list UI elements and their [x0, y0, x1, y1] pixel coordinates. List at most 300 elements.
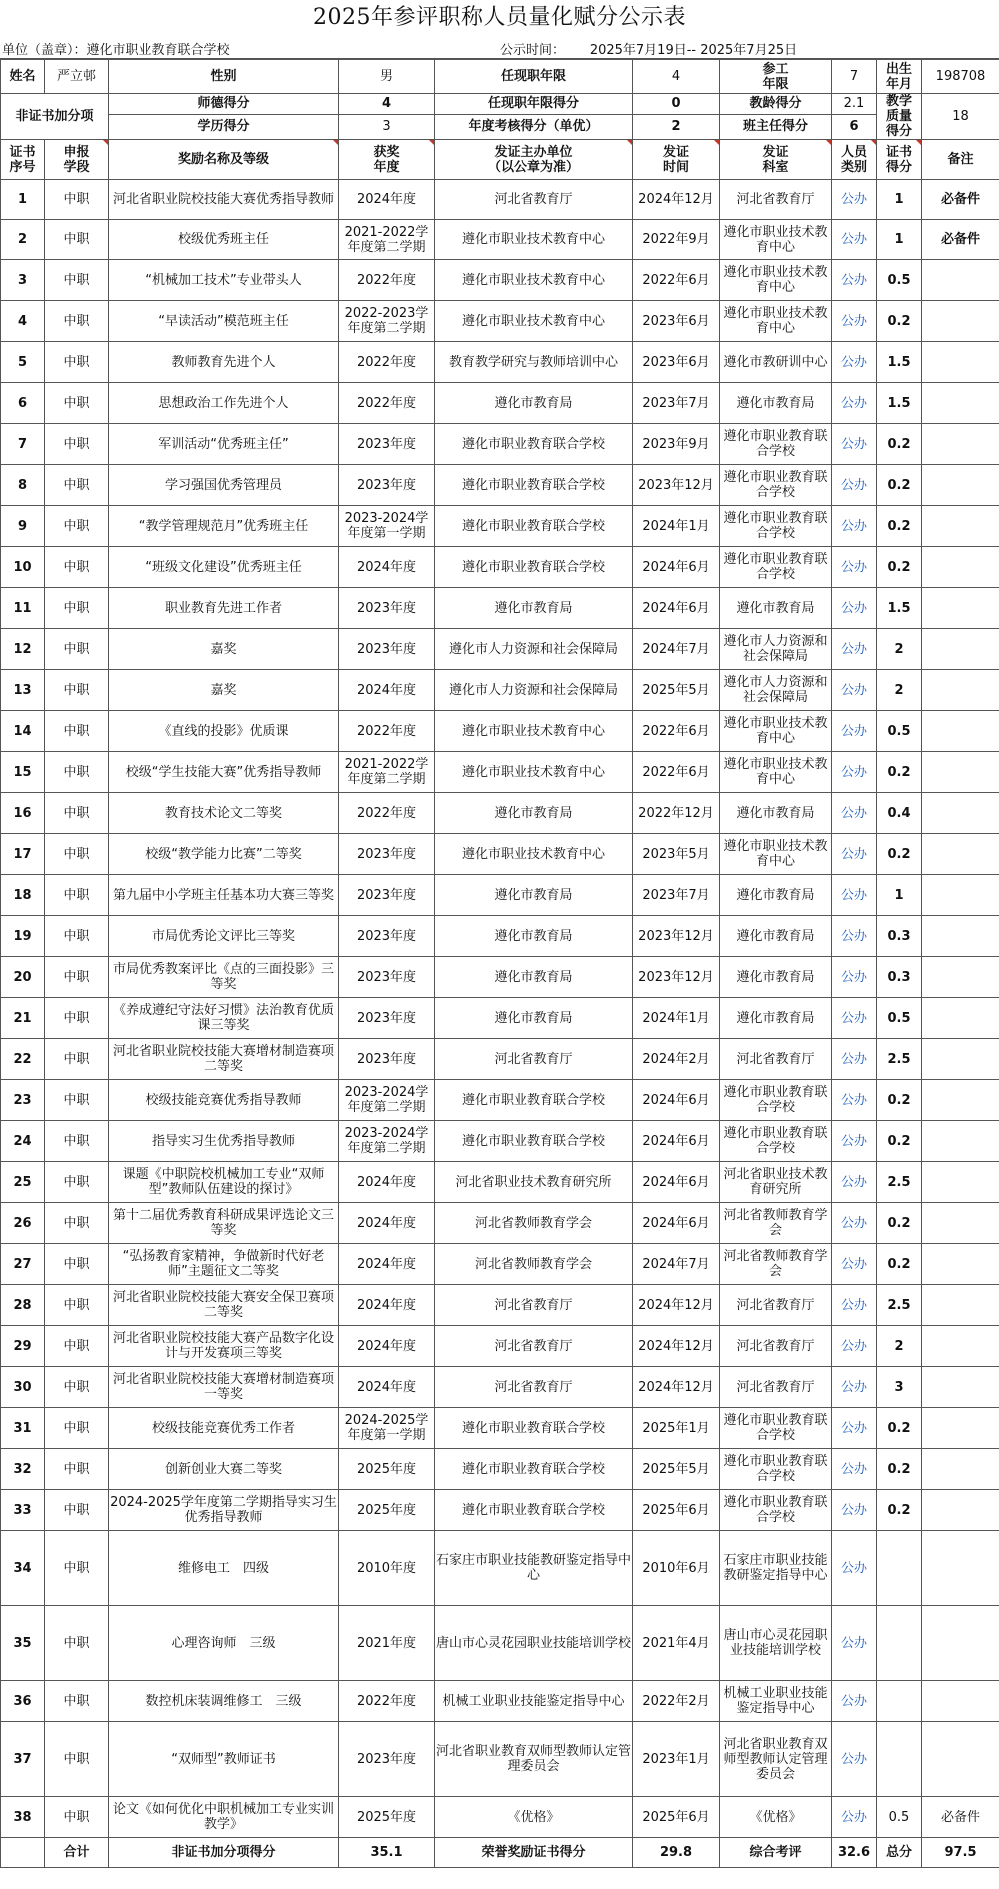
award-name-cell: 创新创业大赛二等奖	[109, 1449, 339, 1490]
staff-type-link[interactable]: 公办	[832, 301, 877, 342]
seq-cell: 2	[1, 220, 45, 260]
table-row	[1, 465, 999, 506]
stage-cell: 中职	[45, 1039, 109, 1080]
award-year-cell: 2023年度	[339, 588, 435, 629]
issue-date-cell: 2022年9月	[633, 220, 720, 260]
cert-score-cell: 0.2	[877, 1203, 922, 1244]
award-name-cell: 职业教育先进工作者	[109, 588, 339, 629]
cert-score-cell	[877, 1681, 922, 1722]
birth-label: 出生 年月	[877, 60, 922, 94]
staff-type-link[interactable]: 公办	[832, 875, 877, 916]
remark-cell	[922, 1080, 999, 1121]
stage-cell: 中职	[45, 1326, 109, 1367]
issuer-cell: 河北省教育厅	[435, 1326, 633, 1367]
birth-value: 198708	[922, 60, 999, 94]
award-name-cell: 河北省职业院校技能大赛优秀指导教师	[109, 180, 339, 220]
stage-cell: 中职	[45, 1722, 109, 1797]
award-name-cell: 校级“学生技能大赛”优秀指导教师	[109, 752, 339, 793]
issuer-cell: 遵化市职业技术教育中心	[435, 260, 633, 301]
cert-score-cell: 0.2	[877, 834, 922, 875]
issue-date-cell: 2023年7月	[633, 875, 720, 916]
award-name-cell: 河北省职业院校技能大赛增材制造赛项一等奖	[109, 1367, 339, 1408]
seq-cell: 38	[1, 1797, 45, 1838]
cert-score-cell: 0.2	[877, 506, 922, 547]
remark-cell	[922, 301, 999, 342]
table-row	[1, 383, 999, 424]
staff-type-link[interactable]: 公办	[832, 220, 877, 260]
issuer-cell: 唐山市心灵花园职业技能培训学校	[435, 1606, 633, 1681]
issue-dept-cell: 遵化市职业教育联合学校	[720, 506, 832, 547]
issue-date-cell: 2024年6月	[633, 1162, 720, 1203]
award-name-cell: 教育技术论文二等奖	[109, 793, 339, 834]
issue-dept-cell: 遵化市人力资源和社会保障局	[720, 670, 832, 711]
staff-type-link[interactable]: 公办	[832, 1606, 877, 1681]
seq-cell: 17	[1, 834, 45, 875]
seq-cell: 30	[1, 1367, 45, 1408]
staff-type-link[interactable]: 公办	[832, 1408, 877, 1449]
remark-cell	[922, 506, 999, 547]
table-row	[1, 1490, 999, 1531]
issue-date-cell: 2024年1月	[633, 506, 720, 547]
issuer-cell: 遵化市职业技术教育中心	[435, 752, 633, 793]
issue-date-cell: 2023年12月	[633, 916, 720, 957]
staff-type-link[interactable]: 公办	[832, 916, 877, 957]
issue-date-cell: 2023年12月	[633, 465, 720, 506]
head-teacher-value: 6	[832, 114, 877, 139]
blank-cell	[1, 1838, 45, 1868]
remark-cell: 必备件	[922, 1797, 999, 1838]
staff-type-link[interactable]: 公办	[832, 998, 877, 1039]
staff-type-link[interactable]: 公办	[832, 957, 877, 998]
staff-type-link[interactable]: 公办	[832, 465, 877, 506]
award-name-cell: 市局优秀教案评比《点的三面投影》三等奖	[109, 957, 339, 998]
seq-cell: 25	[1, 1162, 45, 1203]
issue-dept-cell: 遵化市教育局	[720, 793, 832, 834]
page-title: 2025年参评职称人员量化赋分公示表	[313, 5, 686, 30]
head-teacher-label: 班主任得分	[720, 114, 832, 139]
cert-score-cell: 0.5	[877, 998, 922, 1039]
issuer-cell: 机械工业职业技能鉴定指导中心	[435, 1681, 633, 1722]
remark-cell	[922, 588, 999, 629]
stage-cell: 中职	[45, 383, 109, 424]
issue-dept-cell: 河北省教育厅	[720, 1285, 832, 1326]
table-row	[1, 1162, 999, 1203]
stage-cell: 中职	[45, 465, 109, 506]
stage-cell: 中职	[45, 1285, 109, 1326]
remark-cell	[922, 670, 999, 711]
stage-cell: 中职	[45, 752, 109, 793]
table-row	[1, 793, 999, 834]
tenure-score-value: 0	[633, 94, 720, 115]
issuer-cell: 遵化市教育局	[435, 957, 633, 998]
cert-score-cell: 1.5	[877, 588, 922, 629]
work-years-label: 参工 年限	[720, 60, 832, 94]
table-row	[1, 1121, 999, 1162]
non-cert-label: 非证书加分项	[1, 94, 109, 140]
award-year-cell: 2023年度	[339, 957, 435, 998]
cert-score-cell: 0.2	[877, 1121, 922, 1162]
award-year-cell: 2023-2024学年度第二学期	[339, 1080, 435, 1121]
remark-cell	[922, 1244, 999, 1285]
issue-dept-cell: 遵化市职业教育联合学校	[720, 424, 832, 465]
issuer-cell: 遵化市职业教育联合学校	[435, 1121, 633, 1162]
issue-dept-cell: 遵化市教育局	[720, 875, 832, 916]
remark-cell	[922, 1449, 999, 1490]
award-year-cell: 2022年度	[339, 383, 435, 424]
issue-dept-cell: 遵化市职业教育联合学校	[720, 465, 832, 506]
col-header: 证书 序号	[1, 140, 45, 180]
cert-score-cell: 2.5	[877, 1285, 922, 1326]
seq-cell: 26	[1, 1203, 45, 1244]
staff-type-link[interactable]: 公办	[832, 383, 877, 424]
table-row	[1, 875, 999, 916]
remark-cell	[922, 1490, 999, 1531]
issuer-cell: 遵化市教育局	[435, 916, 633, 957]
stage-cell: 中职	[45, 180, 109, 220]
award-name-cell: “教学管理规范月”优秀班主任	[109, 506, 339, 547]
table-row	[1, 916, 999, 957]
issuer-cell: 遵化市教育局	[435, 588, 633, 629]
issuer-cell: 遵化市职业教育联合学校	[435, 1490, 633, 1531]
seq-cell: 32	[1, 1449, 45, 1490]
seq-cell: 33	[1, 1490, 45, 1531]
remark-cell	[922, 1121, 999, 1162]
table-row	[1, 752, 999, 793]
issue-dept-cell: 遵化市职业教育联合学校	[720, 547, 832, 588]
issuer-cell: 河北省教师教育学会	[435, 1244, 633, 1285]
award-year-cell: 2023年度	[339, 875, 435, 916]
staff-type-link[interactable]: 公办	[832, 711, 877, 752]
remark-cell	[922, 1681, 999, 1722]
staff-type-link[interactable]: 公办	[832, 1285, 877, 1326]
stage-cell: 中职	[45, 629, 109, 670]
staff-type-link[interactable]: 公办	[832, 1367, 877, 1408]
seq-cell: 3	[1, 260, 45, 301]
non-cert-total-label: 非证书加分项得分	[109, 1838, 339, 1868]
table-row	[1, 1367, 999, 1408]
remark-cell	[922, 916, 999, 957]
staff-type-link[interactable]: 公办	[832, 588, 877, 629]
issue-date-cell: 2024年6月	[633, 1121, 720, 1162]
staff-type-link[interactable]: 公办	[832, 1326, 877, 1367]
issue-date-cell: 2025年1月	[633, 1408, 720, 1449]
cert-rows	[1, 180, 999, 1838]
comprehensive-label: 综合考评	[720, 1838, 832, 1868]
issue-date-cell: 2010年6月	[633, 1531, 720, 1606]
table-row	[1, 1203, 999, 1244]
remark-cell	[922, 834, 999, 875]
staff-type-link[interactable]: 公办	[832, 793, 877, 834]
issue-dept-cell: 遵化市职业技术教育中心	[720, 711, 832, 752]
issuer-cell: 河北省教育厅	[435, 1285, 633, 1326]
cert-score-cell: 0.3	[877, 916, 922, 957]
issue-dept-cell: 遵化市教育局	[720, 383, 832, 424]
stage-cell: 中职	[45, 793, 109, 834]
award-year-cell: 2024年度	[339, 1203, 435, 1244]
table-row	[1, 220, 999, 260]
issue-dept-cell: 遵化市职业教育联合学校	[720, 1490, 832, 1531]
remark-cell	[922, 1606, 999, 1681]
issue-dept-cell: 河北省职业技术教育研究所	[720, 1162, 832, 1203]
award-name-cell: 河北省职业院校技能大赛安全保卫赛项二等奖	[109, 1285, 339, 1326]
stage-cell: 中职	[45, 301, 109, 342]
seq-cell: 36	[1, 1681, 45, 1722]
award-year-cell: 2022年度	[339, 1681, 435, 1722]
table-row	[1, 1244, 999, 1285]
non-cert-total: 35.1	[339, 1838, 435, 1868]
staff-type-link[interactable]: 公办	[832, 1203, 877, 1244]
issue-date-cell: 2022年6月	[633, 260, 720, 301]
seq-cell: 4	[1, 301, 45, 342]
seq-cell: 28	[1, 1285, 45, 1326]
issue-dept-cell: 唐山市心灵花园职业技能培训学校	[720, 1606, 832, 1681]
issue-date-cell: 2025年6月	[633, 1490, 720, 1531]
staff-type-link[interactable]: 公办	[832, 1449, 877, 1490]
stage-cell: 中职	[45, 1162, 109, 1203]
issue-dept-cell: 《优格》	[720, 1797, 832, 1838]
staff-type-link[interactable]: 公办	[832, 342, 877, 383]
publish-time: 公示时间： 2025年7月19日-- 2025年7月25日	[500, 43, 798, 58]
award-year-cell: 2023年度	[339, 998, 435, 1039]
col-header: 获奖 年度	[339, 140, 435, 180]
cert-score-cell: 1	[877, 220, 922, 260]
staff-type-link[interactable]: 公办	[832, 1490, 877, 1531]
issue-date-cell: 2023年7月	[633, 383, 720, 424]
col-header: 备注	[922, 140, 999, 180]
issue-date-cell: 2024年6月	[633, 588, 720, 629]
seq-cell: 34	[1, 1531, 45, 1606]
table-row	[1, 1408, 999, 1449]
staff-type-link[interactable]: 公办	[832, 1244, 877, 1285]
issuer-cell: 遵化市人力资源和社会保障局	[435, 629, 633, 670]
table-header	[1, 140, 999, 180]
issuer-cell: 遵化市职业教育联合学校	[435, 465, 633, 506]
award-year-cell: 2024年度	[339, 670, 435, 711]
award-name-cell: 课题《中职院校机械加工专业“双师型”教师队伍建设的探讨》	[109, 1162, 339, 1203]
issue-date-cell: 2025年6月	[633, 1797, 720, 1838]
stage-cell: 中职	[45, 1797, 109, 1838]
award-name-cell: 校级技能竞赛优秀指导教师	[109, 1080, 339, 1121]
remark-cell	[922, 342, 999, 383]
staff-type-link[interactable]: 公办	[832, 1722, 877, 1797]
remark-cell: 必备件	[922, 220, 999, 260]
table-row	[1, 834, 999, 875]
seq-cell: 20	[1, 957, 45, 998]
stage-cell: 中职	[45, 1367, 109, 1408]
cert-score-cell: 0.2	[877, 752, 922, 793]
seq-cell: 12	[1, 629, 45, 670]
stage-cell: 中职	[45, 834, 109, 875]
award-year-cell: 2010年度	[339, 1531, 435, 1606]
cert-score-cell: 1	[877, 180, 922, 220]
issue-dept-cell: 遵化市教育局	[720, 998, 832, 1039]
staff-type-link[interactable]: 公办	[832, 834, 877, 875]
issuer-cell: 遵化市教育局	[435, 793, 633, 834]
staff-type-link[interactable]: 公办	[832, 506, 877, 547]
quality-value: 18	[922, 94, 999, 140]
award-year-cell: 2023年度	[339, 1722, 435, 1797]
remark-cell	[922, 752, 999, 793]
stage-cell: 中职	[45, 547, 109, 588]
remark-cell	[922, 424, 999, 465]
seq-cell: 9	[1, 506, 45, 547]
staff-type-link[interactable]: 公办	[832, 260, 877, 301]
seq-cell: 8	[1, 465, 45, 506]
issue-date-cell: 2023年5月	[633, 834, 720, 875]
issue-dept-cell: 遵化市职业教育联合学校	[720, 1121, 832, 1162]
cert-score-cell: 0.2	[877, 1080, 922, 1121]
seq-cell: 14	[1, 711, 45, 752]
staff-type-link[interactable]: 公办	[832, 1039, 877, 1080]
award-name-cell: 嘉奖	[109, 629, 339, 670]
assess-value: 2	[633, 114, 720, 139]
staff-type-link[interactable]: 公办	[832, 1162, 877, 1203]
tenure-label: 任现职年限	[435, 60, 633, 94]
table-row	[1, 1722, 999, 1797]
staff-type-link[interactable]: 公办	[832, 424, 877, 465]
remark-cell	[922, 1367, 999, 1408]
award-year-cell: 2021年度	[339, 1606, 435, 1681]
cert-score-cell: 2	[877, 1326, 922, 1367]
seq-cell: 29	[1, 1326, 45, 1367]
cert-score-cell: 2	[877, 670, 922, 711]
table-row	[1, 547, 999, 588]
staff-type-link[interactable]: 公办	[832, 180, 877, 220]
issue-date-cell: 2023年1月	[633, 1722, 720, 1797]
seq-cell: 13	[1, 670, 45, 711]
award-name-cell: 2024-2025学年度第二学期指导实习生优秀指导教师	[109, 1490, 339, 1531]
staff-type-link[interactable]: 公办	[832, 1681, 877, 1722]
issuer-cell: 河北省职业教育双师型教师认定管理委员会	[435, 1722, 633, 1797]
seq-cell: 10	[1, 547, 45, 588]
unit-label: 单位（盖章）：遵化市职业教育联合学校	[2, 43, 230, 58]
award-name-cell: 思想政治工作先进个人	[109, 383, 339, 424]
issuer-cell: 遵化市职业技术教育中心	[435, 301, 633, 342]
award-name-cell: 校级“教学能力比赛”二等奖	[109, 834, 339, 875]
stage-cell: 中职	[45, 1681, 109, 1722]
staff-type-link[interactable]: 公办	[832, 629, 877, 670]
cert-score-cell: 0.5	[877, 711, 922, 752]
remark-cell: 必备件	[922, 180, 999, 220]
edu-label: 学历得分	[109, 114, 339, 139]
issue-dept-cell: 遵化市职业技术教育中心	[720, 301, 832, 342]
cert-score-cell: 0.3	[877, 957, 922, 998]
info-row	[1, 60, 999, 94]
cert-score-cell: 0.2	[877, 1244, 922, 1285]
issuer-cell: 遵化市职业技术教育中心	[435, 834, 633, 875]
issue-dept-cell: 遵化市职业技术教育中心	[720, 220, 832, 260]
staff-type-link[interactable]: 公办	[832, 547, 877, 588]
award-year-cell: 2024年度	[339, 1367, 435, 1408]
staff-type-link[interactable]: 公办	[832, 1080, 877, 1121]
award-name-cell: “双师型”教师证书	[109, 1722, 339, 1797]
cert-score-cell: 1.5	[877, 342, 922, 383]
issuer-cell: 河北省教育厅	[435, 1367, 633, 1408]
issue-dept-cell: 遵化市职业教育联合学校	[720, 1080, 832, 1121]
issue-dept-cell: 河北省职业教育双师型教师认定管理委员会	[720, 1722, 832, 1797]
award-name-cell: “班级文化建设”优秀班主任	[109, 547, 339, 588]
issue-date-cell: 2022年6月	[633, 752, 720, 793]
issue-date-cell: 2024年6月	[633, 1203, 720, 1244]
issuer-cell: 教育教学研究与教师培训中心	[435, 342, 633, 383]
comprehensive-score: 32.6	[832, 1838, 877, 1868]
tenure-value: 4	[633, 60, 720, 94]
award-year-cell: 2023-2024学年度第二学期	[339, 1121, 435, 1162]
cert-score-cell: 1.5	[877, 383, 922, 424]
seq-cell: 23	[1, 1080, 45, 1121]
issue-date-cell: 2022年12月	[633, 793, 720, 834]
staff-type-link[interactable]: 公办	[832, 1797, 877, 1838]
seq-cell: 37	[1, 1722, 45, 1797]
issuer-cell: 遵化市职业技术教育中心	[435, 220, 633, 260]
issuer-cell: 遵化市职业教育联合学校	[435, 547, 633, 588]
stage-cell: 中职	[45, 998, 109, 1039]
stage-cell: 中职	[45, 875, 109, 916]
award-year-cell: 2023年度	[339, 424, 435, 465]
cert-score-cell: 0.4	[877, 793, 922, 834]
issuer-cell: 河北省职业技术教育研究所	[435, 1162, 633, 1203]
cert-score-cell	[877, 1531, 922, 1606]
issue-date-cell: 2023年12月	[633, 957, 720, 998]
seq-cell: 21	[1, 998, 45, 1039]
col-header: 证书 得分	[877, 140, 922, 180]
remark-cell	[922, 1285, 999, 1326]
stage-cell: 中职	[45, 506, 109, 547]
issue-date-cell: 2022年2月	[633, 1681, 720, 1722]
remark-cell	[922, 547, 999, 588]
remark-cell	[922, 1408, 999, 1449]
award-name-cell: 指导实习生优秀指导教师	[109, 1121, 339, 1162]
issue-dept-cell: 河北省教育厅	[720, 1326, 832, 1367]
seniority-label: 教龄得分	[720, 94, 832, 115]
seniority-value: 2.1	[832, 94, 877, 115]
award-name-cell: 《养成遵纪守法好习惯》法治教育优质课三等奖	[109, 998, 339, 1039]
sum-label: 总分	[877, 1838, 922, 1868]
award-name-cell: 教师教育先进个人	[109, 342, 339, 383]
issue-date-cell: 2025年5月	[633, 1449, 720, 1490]
total-row	[1, 1838, 999, 1868]
award-name-cell: 嘉奖	[109, 670, 339, 711]
issue-date-cell: 2021年4月	[633, 1606, 720, 1681]
award-year-cell: 2021-2022学年度第二学期	[339, 220, 435, 260]
award-year-cell: 2023年度	[339, 1039, 435, 1080]
staff-type-link[interactable]: 公办	[832, 670, 877, 711]
award-year-cell: 2024-2025学年度第一学期	[339, 1408, 435, 1449]
award-name-cell: 《直线的投影》优质课	[109, 711, 339, 752]
staff-type-link[interactable]: 公办	[832, 752, 877, 793]
cert-score-cell: 0.2	[877, 1490, 922, 1531]
award-year-cell: 2025年度	[339, 1449, 435, 1490]
col-header: 申报 学段	[45, 140, 109, 180]
table-row	[1, 1797, 999, 1838]
stage-cell: 中职	[45, 342, 109, 383]
table-row	[1, 670, 999, 711]
staff-type-link[interactable]: 公办	[832, 1121, 877, 1162]
award-year-cell: 2023年度	[339, 834, 435, 875]
seq-cell: 22	[1, 1039, 45, 1080]
remark-cell	[922, 1326, 999, 1367]
issuer-cell: 遵化市职业教育联合学校	[435, 506, 633, 547]
table-row	[1, 1285, 999, 1326]
staff-type-link[interactable]: 公办	[832, 1531, 877, 1606]
remark-cell	[922, 1039, 999, 1080]
award-name-cell: 校级优秀班主任	[109, 220, 339, 260]
remark-cell	[922, 875, 999, 916]
remark-cell	[922, 383, 999, 424]
issue-date-cell: 2023年9月	[633, 424, 720, 465]
issuer-cell: 石家庄市职业技能教研鉴定指导中心	[435, 1531, 633, 1606]
award-name-cell: 心理咨询师 三级	[109, 1606, 339, 1681]
